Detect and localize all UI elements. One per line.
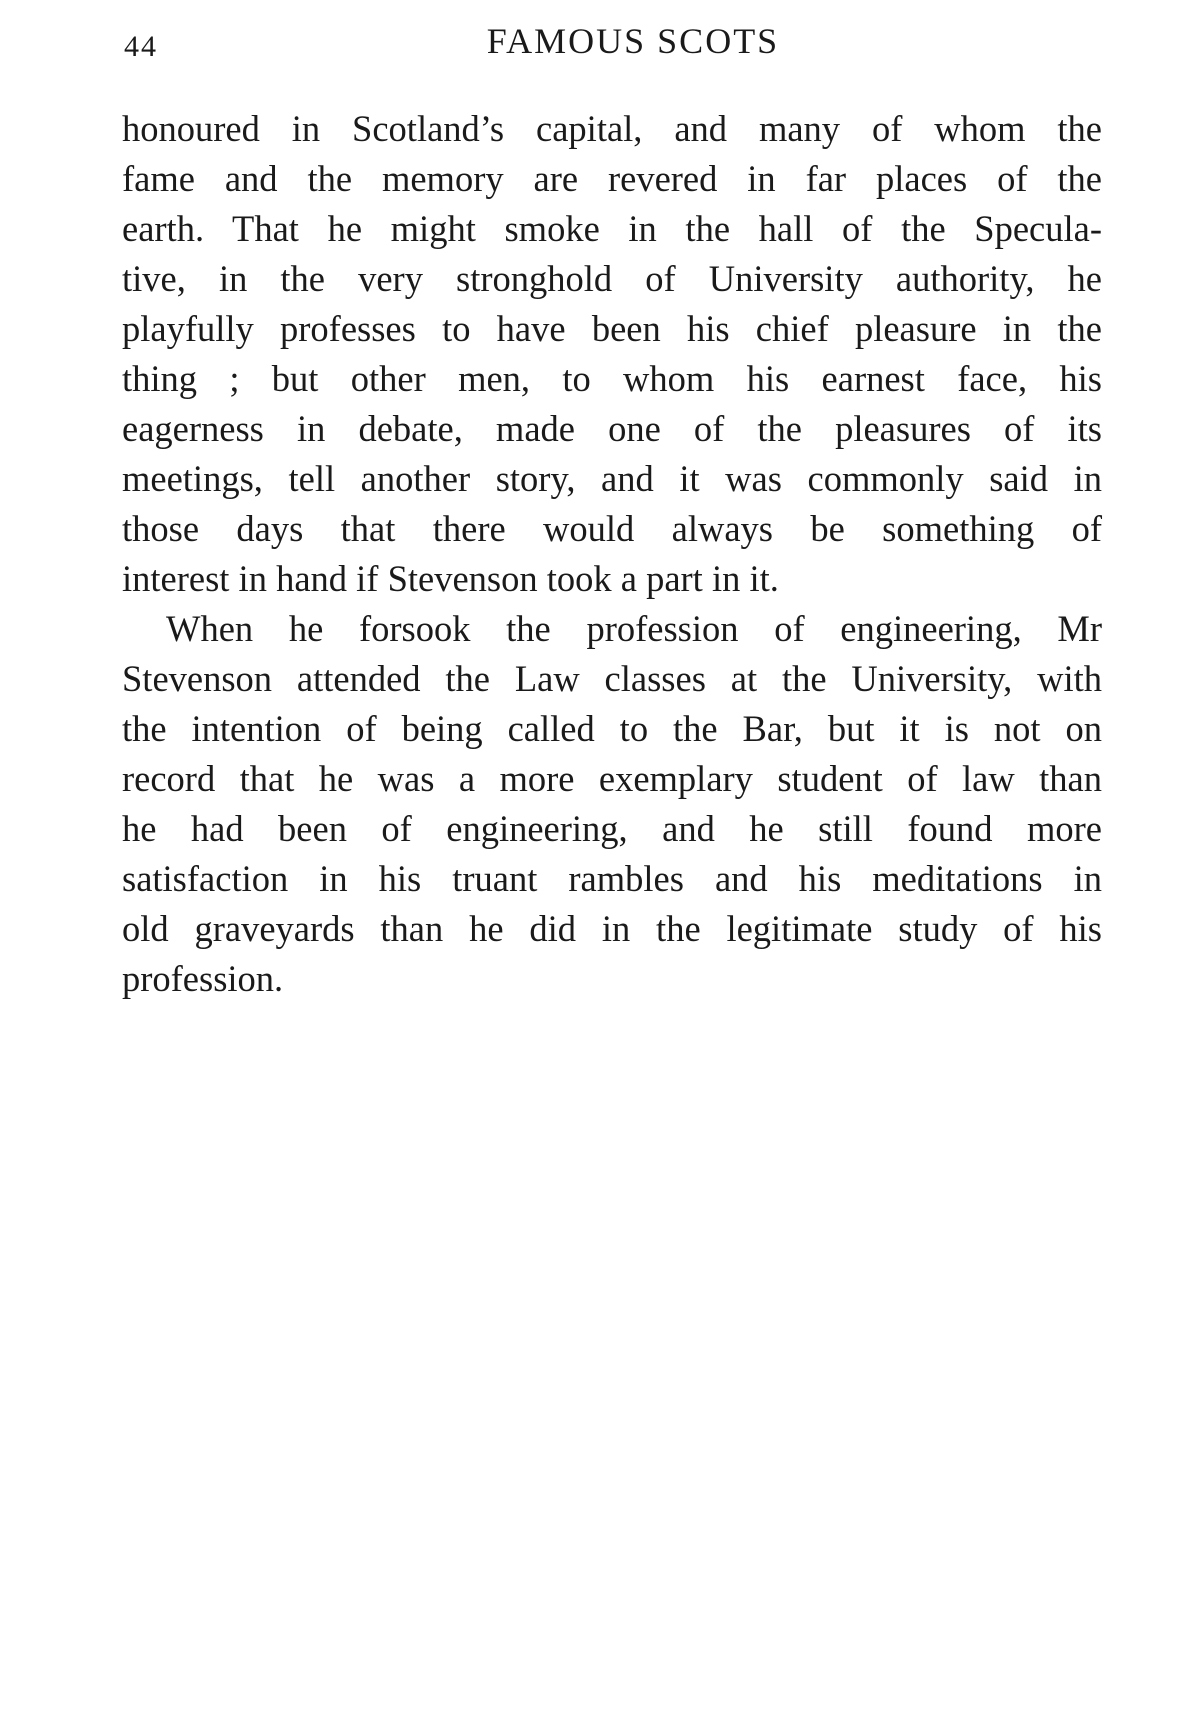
- text-line: the intention of being called to the Bar, but it is not on: [122, 708, 1102, 749]
- text-line: satisfaction in his truant rambles and his meditations in: [122, 858, 1102, 899]
- text-line: old graveyards than he did in the legitimate study of his: [122, 908, 1102, 949]
- running-title: FAMOUS SCOTS: [486, 21, 780, 61]
- text-line: honoured in Scotland’s capital, and many of whom the: [122, 108, 1102, 149]
- text-line: earth. That he might smoke in the hall of the Specula-: [122, 208, 1102, 249]
- text-line: tive, in the very stronghold of University authority, he: [122, 258, 1102, 299]
- text-line: playfully professes to have been his chief pleasure in the: [122, 308, 1102, 349]
- text-line: those days that there would always be something of: [122, 508, 1102, 549]
- text-line: interest in hand if Stevenson took a part in it.: [122, 558, 779, 599]
- text-line: meetings, tell another story, and it was commonly said in: [122, 458, 1102, 499]
- text-line: record that he was a more exemplary student of law than: [122, 758, 1102, 799]
- running-head: [124, 20, 1102, 70]
- text-line: thing ; but other men, to whom his earnest face, his: [122, 358, 1102, 399]
- text-line: he had been of engineering, and he still found more: [122, 808, 1102, 849]
- text-line: When he forsook the profession of engineering, Mr: [166, 608, 1102, 649]
- text-line: fame and the memory are revered in far places of the: [122, 158, 1102, 199]
- text-line: Stevenson attended the Law classes at the University, with: [122, 658, 1102, 699]
- body-text: [122, 104, 1102, 1004]
- text-line: profession.: [122, 958, 284, 999]
- paragraph: [122, 104, 1102, 604]
- page-number: 44: [124, 30, 158, 63]
- paragraph: [122, 604, 1102, 1004]
- text-line: eagerness in debate, made one of the pleasures of its: [122, 408, 1102, 449]
